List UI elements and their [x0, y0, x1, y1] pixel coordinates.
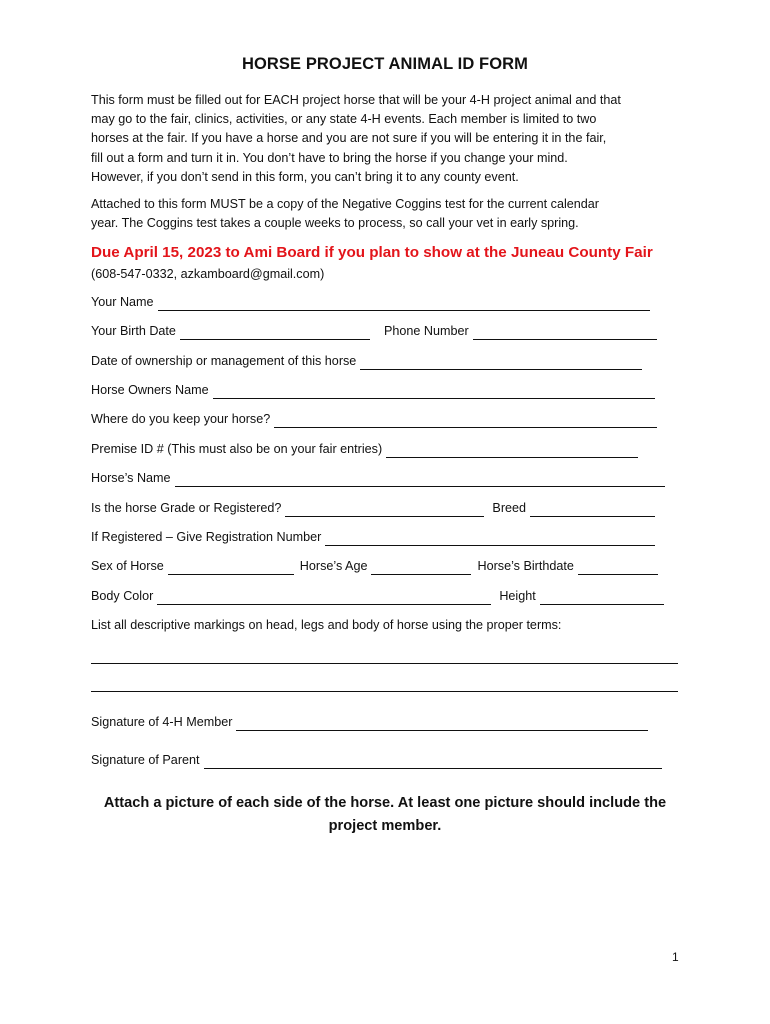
member-signature-row — [91, 711, 681, 731]
markings-line-2[interactable] — [91, 691, 678, 692]
horse-name-row — [91, 467, 681, 487]
markings-line-1[interactable] — [91, 663, 678, 664]
parent-signature-row — [91, 749, 681, 769]
birth-date-label: Your Birth Date — [91, 324, 176, 338]
keep-location-field[interactable] — [274, 413, 657, 428]
registration-row — [91, 526, 681, 546]
birthdate-label: Horse’s Birthdate — [477, 559, 574, 573]
your-name-row — [91, 291, 681, 311]
age-label: Horse’s Age — [299, 559, 368, 573]
grade-breed-row — [91, 497, 681, 517]
coggins-line: Attached to this form MUST be a copy of the Negative Coggins test for the current calendar — [91, 197, 599, 211]
intro-line: fill out a form and turn it in. You don’t have to bring the horse if you change your mind. — [91, 150, 568, 165]
grade-registered-field[interactable] — [285, 502, 484, 517]
age-field[interactable] — [371, 560, 471, 575]
grade-registered-label: Is the horse Grade or Registered? — [91, 501, 282, 515]
premise-id-row — [91, 438, 681, 458]
registration-number-field[interactable] — [325, 531, 655, 546]
coggins-line: year. The Coggins test takes a couple weeks to process, so call your vet in early spring. — [91, 216, 579, 231]
intro-paragraph — [91, 91, 683, 187]
member-signature-label: Signature of 4-H Member — [91, 715, 233, 729]
parent-signature-field[interactable] — [204, 754, 662, 769]
markings-row — [91, 614, 681, 634]
member-signature-field[interactable] — [236, 716, 648, 731]
page-number: 1 — [672, 950, 679, 964]
intro-line: horses at the fair. If you have a horse and you are not sure if you will be entering it in the fair, — [91, 131, 607, 146]
keep-location-label: Where do you keep your horse? — [91, 412, 271, 426]
breed-field[interactable] — [530, 502, 655, 517]
breed-label: Breed — [492, 501, 527, 515]
height-label: Height — [499, 589, 536, 603]
body-color-field[interactable] — [157, 590, 491, 605]
body-color-label: Body Color — [91, 589, 154, 603]
owners-name-row — [91, 379, 681, 399]
ownership-date-field[interactable] — [360, 355, 642, 370]
horse-name-label: Horse’s Name — [91, 471, 171, 485]
phone-label: Phone Number — [383, 324, 469, 338]
sex-field[interactable] — [168, 560, 294, 575]
due-notice: Due April 15, 2023 to Ami Board if you plan to show at the Juneau County Fair — [91, 244, 653, 261]
birth-date-field[interactable] — [180, 325, 370, 340]
premise-id-field[interactable] — [386, 443, 638, 458]
ownership-row — [91, 350, 681, 370]
parent-signature-label: Signature of Parent — [91, 753, 200, 767]
sex-age-birthdate-row — [91, 555, 681, 575]
keep-location-row — [91, 408, 681, 428]
birth-phone-row — [91, 320, 681, 340]
attach-picture-note: Attach a picture of each side of the horse. At least one picture should include the project member. — [103, 795, 667, 834]
registration-number-label: If Registered – Give Registration Number — [91, 530, 322, 544]
owners-name-field[interactable] — [213, 384, 655, 399]
your-name-field[interactable] — [158, 296, 650, 311]
ownership-date-label: Date of ownership or management of this horse — [91, 354, 357, 368]
horse-name-field[interactable] — [175, 472, 665, 487]
color-height-row — [91, 585, 681, 605]
owners-name-label: Horse Owners Name — [91, 383, 209, 397]
intro-line: may go to the fair, clinics, activities, or any state 4-H events. Each member is limited to two — [91, 112, 597, 127]
sex-label: Sex of Horse — [91, 559, 164, 573]
form-title: HORSE PROJECT ANIMAL ID FORM — [241, 55, 529, 73]
markings-label: List all descriptive markings on head, legs and body of horse using the proper terms: — [91, 618, 562, 632]
birthdate-field[interactable] — [578, 560, 658, 575]
intro-line: However, if you don’t send in this form, you can’t bring it to any county event. — [91, 169, 519, 184]
premise-id-label: Premise ID # (This must also be on your fair entries) — [91, 442, 383, 456]
contact-info: (608-547-0332, azkamboard@gmail.com) — [91, 267, 325, 281]
coggins-paragraph — [91, 195, 683, 233]
your-name-label: Your Name — [91, 295, 154, 309]
height-field[interactable] — [540, 590, 664, 605]
phone-field[interactable] — [473, 325, 657, 340]
intro-line: This form must be filled out for EACH project horse that will be your 4-H project animal and that — [91, 93, 621, 107]
